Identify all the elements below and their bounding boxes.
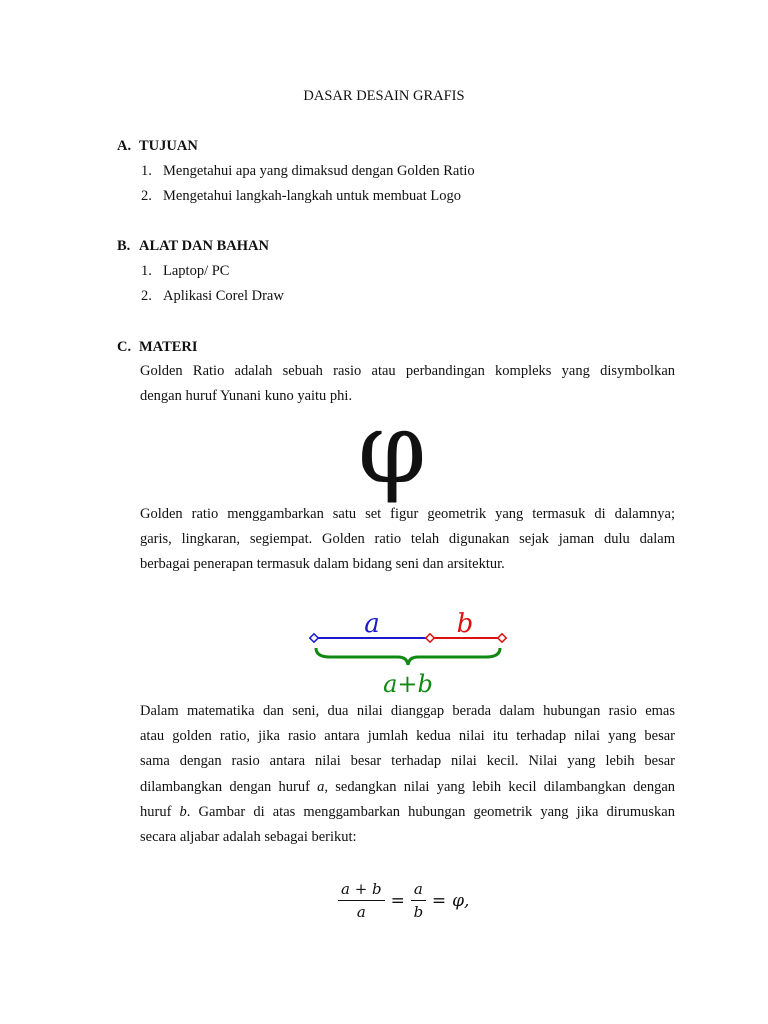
equals-sign: = bbox=[390, 890, 405, 911]
list-item: 2. Aplikasi Corel Draw bbox=[141, 288, 284, 304]
list-item: 1. Laptop/ PC bbox=[141, 263, 230, 279]
list-item: 1. Mengetahui apa yang dimaksud dengan Golden Ratio bbox=[141, 163, 475, 179]
phi-symbol: φ bbox=[357, 392, 427, 506]
label-a: a bbox=[364, 609, 380, 639]
section-a-heading bbox=[117, 138, 198, 155]
section-a-title: TUJUAN bbox=[139, 138, 198, 154]
section-c-letter: C. bbox=[117, 339, 132, 355]
paragraph-math-art: Dalam matematika dan seni, dua nilai dianggap berada dalam hubungan rasio emas atau golden ratio, jika rasio antara jumlah kedua nilai itu terhadap nilai yang besar sama dengan rasio antara nilai besar terhadap nilai kecil. Nilai yang lebih besar dilambangkan dengan huruf a, sedangkan nilai yang lebih kecil dilambangkan dengan huruf b. Gambar di atas menggambarkan hubungan geometrik yang jika dirumuskan secara aljabar adalah sebagai berikut: bbox=[140, 703, 676, 845]
fraction-a-over-b: $\frac{a}{b}$ bbox=[411, 880, 426, 921]
paragraph-geometric-figures: Golden ratio menggambarkan satu set figur geometrik yang termasuk di dalamnya; garis, lingkaran, segiempat. Golden ratio telah digunakan sejak jaman dulu dalam berbagai penerapan termasuk dalam bidang seni dan arsitektur. bbox=[140, 506, 675, 573]
endpoint-left bbox=[310, 634, 318, 642]
variable-a: a bbox=[317, 778, 325, 795]
section-a-letter: A. bbox=[117, 138, 132, 154]
endpoint-middle bbox=[426, 634, 434, 642]
section-b-letter: B. bbox=[117, 238, 131, 254]
formula-phi: φ, bbox=[452, 890, 470, 911]
list-item: 2. Mengetahui langkah-langkah untuk membuat Logo bbox=[141, 188, 461, 204]
section-c-title: MATERI bbox=[139, 339, 198, 355]
equals-sign: = bbox=[431, 890, 447, 911]
endpoint-right bbox=[498, 634, 506, 642]
variable-b: b bbox=[179, 803, 187, 820]
paragraph-golden-ratio-intro: Golden Ratio adalah sebuah rasio atau perbandingan kompleks yang disymbolkan dengan huruf Yunani kuno yaitu phi. bbox=[140, 363, 675, 405]
golden-ratio-diagram bbox=[300, 600, 520, 700]
page-title: DASAR DESAIN GRAFIS bbox=[303, 88, 465, 104]
section-b-title: ALAT DAN BAHAN bbox=[139, 238, 269, 254]
section-c-heading bbox=[117, 339, 198, 356]
golden-ratio-formula bbox=[338, 880, 475, 921]
brace bbox=[316, 648, 500, 665]
section-b-heading bbox=[117, 238, 269, 255]
label-b: b bbox=[456, 609, 474, 639]
label-sum: a+b bbox=[383, 670, 433, 698]
fraction-a-plus-b-over-a: $\frac{a + b}{a}$ bbox=[338, 880, 385, 921]
